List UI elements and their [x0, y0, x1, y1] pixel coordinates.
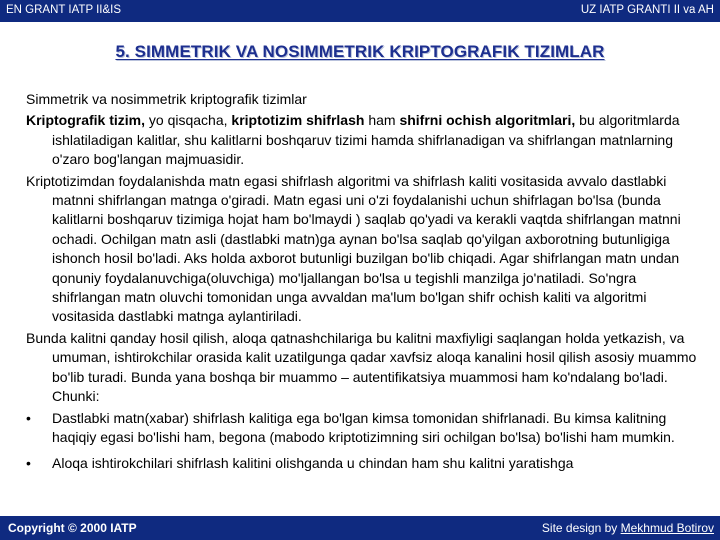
- list-item: [26, 409, 698, 448]
- design-credit-prefix: Site design by: [541, 521, 621, 535]
- list-item: [26, 454, 698, 473]
- term-encryption: kriptotizim shifrlash: [231, 112, 365, 129]
- paragraph-usage: Kriptotizimdan foydalanishda matn egasi shifrlash algoritmi va shifrlash kaliti vositasida avvalo dastlabki matnni shifrlangan matnga o'giradi. Matn egasi uni o'zi foydalanishi uchun shifrlagan bo'lsa (bunda kalitlarni boshqaruv tizimiga hojat ham bo'lmaydi ) saqlab qo'yadi va kerakli vaqtda shifrlangan matnni ochadi. Ochilgan matn asli (dastlabki matn)ga aynan bo'lsa saqlab qo'yilgan axborotning butunligiga ishonch hosil bo'ladi. Aks holda axborot butunligi buzilgan bo'lib chiqadi. Agar shifrlangan matn undan qonuniy foydalanuvchiga(oluvchiga) mo'ljallangan bo'lsa u tegishli manzilga jo'natiladi. So'ngra shifrlangan matn oluvchi tomonidan unga avvaldan ma'lum bo'lgan shifr ochish kaliti va algoritmi vositasida dastlabki matnga aylantiriladi.: [26, 172, 681, 325]
- copyright-text: Copyright © 2000 IATP: [8, 521, 137, 535]
- paragraph-key-problem: Bunda kalitni qanday hosil qilish, aloqa qatnashchilariga bu kalitni maxfiyligi saqlangan holda yetkazish, va umuman, ishtirokchilar orasida kalit uzatilgunga qadar xavfsiz aloqa kanalini hosil qilish asosiy muammo bo'lib turadi. Bunda yana boshqa bir muammo – autentifikatsiya muammosi ham ko'ndalang bo'ladi. Chunki:: [26, 329, 697, 405]
- designer-link[interactable]: Mekhmud Botirov: [620, 521, 714, 535]
- header-bar: [0, 0, 720, 22]
- header-left-text: EN GRANT IATP II&IS: [6, 4, 122, 16]
- term-cryptosystem: Kriptografik tizim,: [26, 112, 146, 129]
- bullet-marker: •: [26, 455, 31, 472]
- list-item-text: Aloqa ishtirokchilari shifrlash kalitini olishganda u chindan ham shu kalitni yaratishga: [52, 455, 574, 472]
- bullet-marker: •: [26, 409, 31, 426]
- paragraph-text: bu algoritmlarda ishlatiladigan kalitlar, shu kalitlarni boshqaruv tizimi hamda shifrlanadigan va shifrlangan matnlarning o'zaro bog'langan majmuasidir.: [52, 112, 680, 168]
- paragraph-text: ham: [364, 112, 400, 129]
- paragraph-definition: [26, 111, 698, 169]
- footer-bar: [0, 516, 720, 540]
- paragraph-text: yo qisqacha,: [145, 112, 232, 129]
- page-title: 5. SIMMETRIK VA NOSIMMETRIK KRIPTOGRAFIK TIZIMLAR: [115, 42, 605, 61]
- list-item-text: Dastlabki matn(xabar) shifrlash kalitiga ega bo'lgan kimsa tomonidan shifrlanadi. Bu kimsa kalitning haqiqiy egasi bo'lishi ham, begona (mabodo kriptotizimning siri ochilgan bo'lsa) bo'lishi ham mumkin.: [52, 409, 675, 445]
- main-content: [26, 90, 698, 481]
- term-decryption: shifrni ochish algoritmlari,: [399, 112, 576, 129]
- subheading: Simmetrik va nosimmetrik kriptografik tizimlar: [26, 91, 307, 107]
- design-credit: [542, 521, 714, 535]
- header-right-text: UZ IATP GRANTI II va AH: [580, 4, 714, 16]
